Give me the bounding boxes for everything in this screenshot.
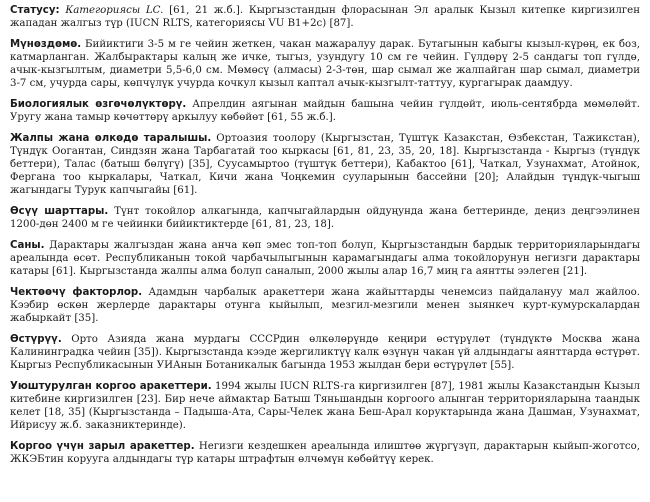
- protection-taken-body: 1994 жылы IUCN RLTS-га киргизилген [87], 1981 жылы Казакстандын Кызыл китебине киргизилген [23]. Бир нече аймактар Батыш Тяньшандын коргоого алынган территорияларына таандык келет [18, 35] (Кыргызстанда – Падыша-Ата, Сары-Челек жана Беш-Арал коруктарында жана Дашман, Узунахмат, Ийрисуу ж.б. заказниктеринде).: [10, 381, 640, 431]
- protection-needed-section: [10, 440, 640, 466]
- protection-taken-heading: Уюштурулган коргоо аракеттери.: [10, 381, 212, 392]
- protection-needed-heading: Коргоо үчүн зарыл аракеттер.: [10, 441, 195, 452]
- description-section: [10, 38, 640, 90]
- abundance-heading: Саны.: [10, 240, 45, 251]
- growth-section: [10, 205, 640, 231]
- protection-needed-body: Негизги кездешкен ареалында илиштөө жүргүзүп, дарактарын кыйып-жоготсо, ЖКЭБтин корууга алдындагы түр катары штрафтын өлчөмүн көбөйтүү керек.: [10, 441, 640, 465]
- status-section: [10, 4, 640, 30]
- status-heading: Статусу:: [10, 5, 60, 16]
- abundance-section: [10, 239, 640, 278]
- abundance-body: Дарактары жалгыздан жана анча көп эмес топ-топ болуп, Кыргызстандын бардык территорияларындагы ареалында өсөт. Республиканын токой чарбачылыгынын карамагындагы алма токойлорунун негизги дарактары катары [61]. Кыргызстанда жалпы алма болуп саналып, 2000 жылы алар 16,7 миң га аянтты ээлеген [21].: [10, 240, 640, 277]
- biology-section: [10, 98, 640, 124]
- threats-heading: Чектөөчү факторлор.: [10, 287, 143, 298]
- description-body: Бийиктиги 3-5 м ге чейин жеткен, чакан мажаралуу дарак. Бутагынын кабыгы кызыл-күрөң, ек боз, катмарланган. Жалбырактары калың же ичке, тыгыз, узундугу 10 см ге чейин. Гүлдөрү 2-5 сандагы топ гүлдө, ачык-кызгылтым, диаметри 5,5-6,0 см. Мөмөсү (алмасы) 2-3-төн, шар сымал же жалпайган шар сымал, диаметри 3-7 см, учурда сары, көпчүлүк учурда кочкул кызыл каптал ачык-кызгылт-таттуу, кургагырак даамдуу.: [10, 39, 640, 89]
- distribution-body: Ортоазия тоолору (Кыргызстан, Түштүк Казакстан, Өзбекстан, Тажикстан), Түндүк Оогантан, Синдзян жана Тарбагатай тоо кыркасы [61, 81, 23, 35, 20, 18]. Кыргызстанда - Кыргыз (түндүк беттери), Талас (батыш бөлүгү) [35], Суусамыртоо (түштүк беттери), Кабактоо [61], Чаткал, Узунахмат, Атойнок, Фергана тоо кыркалары, Чаткал, Кичи жана Чоңкемин сууларынын бассейни [20]; Алайдын түндүк-чыгыш жагындагы Турук капчыгайы [61].: [10, 133, 641, 196]
- cultivation-section: [10, 333, 640, 372]
- cultivation-body: Орто Азияда жана мурдагы СССРдин өлкөлөрүндө кеңири өстүрүлөт (түндүктө Москва жана Калининградка чейин [35]). Кыргызстанда кээде жергиликтүү калк өзүнүн чакан үй алдындагы аянттарда өстүрөт. Кыргыз Республикасынын УИАнын Ботаникалык багында 1953 жылдан бери өстүрүлөт [55].: [10, 334, 640, 371]
- growth-body: Түнт токойлор алкагында, капчыгайлардын ойдуңунда жана беттеринде, деңиз деңгээлинен 1200-дөн 2400 м ге чейинки бийиктиктерде [61, 81, 23, 18].: [10, 206, 640, 230]
- threats-section: [10, 286, 640, 325]
- threats-body: Адамдын чарбалык аракеттери жана жайыттарды ченемсиз пайдалануу мал жайлоо. Кээбир өскөн жерлерде дарактары отунга кыйылып, мезгил-мезгили менен зыянкеч курт-кумурскалардан жабыркайт [35].: [10, 287, 640, 324]
- biology-body: Апрелдин аягынан майдын башына чейин гүлдөйт, июль-сентябрда мөмөлөйт. Уругу жана тамыр көчөттөрү аркылуу көбөйөт [61, 55 ж.б.].: [10, 99, 640, 123]
- distribution-heading: Жалпы жана өлкөдө таралышы.: [10, 133, 212, 144]
- description-heading: Мүнөздөмө.: [10, 39, 82, 50]
- protection-taken-section: [10, 380, 640, 432]
- cultivation-heading: Өстүрүү.: [10, 334, 62, 345]
- growth-heading: Өсүү шарттары.: [10, 206, 109, 217]
- status-body: [61, 21 ж.б.]. Кыргызстандын флорасынан Эл аралык Кызыл китепке киргизилген жападан жалгыз түр (IUCN RLTS, категориясы VU B1+2c) [87].: [10, 5, 640, 29]
- biology-heading: Биологиялык өзгөчөлүктөрү.: [10, 99, 187, 110]
- distribution-section: [10, 132, 640, 197]
- status-category: Категориясы LC.: [65, 5, 164, 16]
